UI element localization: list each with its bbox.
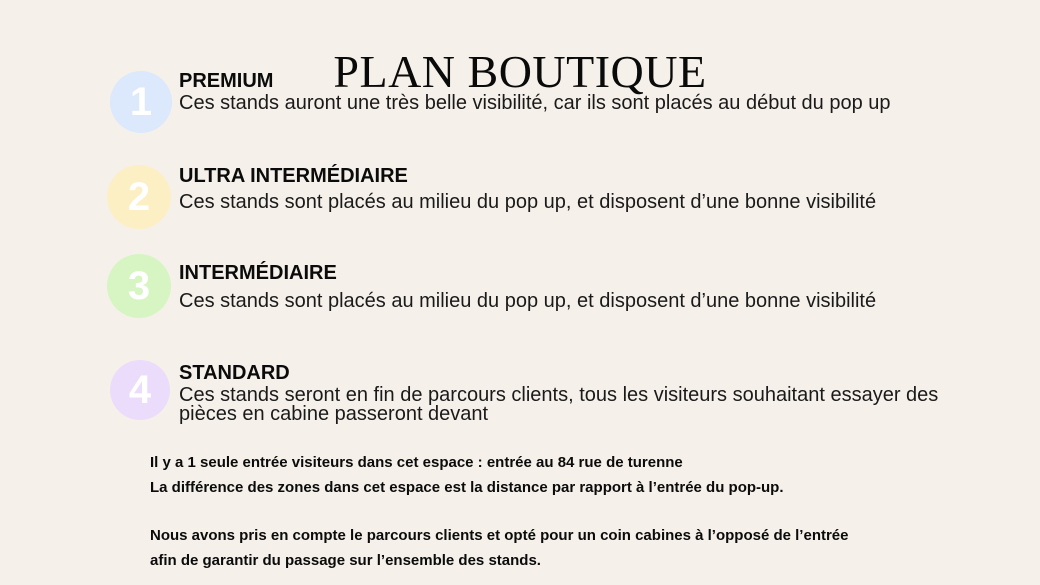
tier-number: 2 xyxy=(127,174,151,219)
tier-description: Ces stands sont placés au milieu du pop up, et disposent d’une bonne visibilité xyxy=(179,290,877,312)
tier-number: 3 xyxy=(127,263,151,308)
tier-number-badge xyxy=(107,254,171,318)
note-spacer xyxy=(150,500,1010,523)
note-line: afin de garantir du passage sur l’ensemble des stands. xyxy=(150,552,541,569)
tier-description: Ces stands seront en fin de parcours clients, tous les visiteurs souhaitant essayer des pièces en cabine passeront devant xyxy=(179,384,939,425)
tier-number-badge xyxy=(107,165,171,229)
tier-heading: INTERMÉDIAIRE xyxy=(179,262,337,284)
tier-number: 1 xyxy=(129,79,153,124)
tier-number-badge xyxy=(110,71,172,133)
tier-number-badge xyxy=(110,360,170,420)
tier-heading: PREMIUM xyxy=(179,70,274,92)
note-line: Il y a 1 seule entrée visiteurs dans cet espace : entrée au 84 rue de turenne xyxy=(150,454,683,471)
tier-heading: STANDARD xyxy=(179,362,290,384)
note-line: Nous avons pris en compte le parcours clients et opté pour un coin cabines à l’opposé de l’entrée xyxy=(150,527,849,544)
tier-heading: ULTRA INTERMÉDIAIRE xyxy=(179,165,408,187)
tier-description: Ces stands auront une très belle visibilité, car ils sont placés au début du pop up xyxy=(179,92,891,114)
page-title: PLAN BOUTIQUE xyxy=(333,45,707,97)
tier-number: 4 xyxy=(128,367,152,412)
notes-block xyxy=(150,450,1010,573)
tier-description: Ces stands sont placés au milieu du pop up, et disposent d’une bonne visibilité xyxy=(179,191,877,213)
note-line: La différence des zones dans cet espace est la distance par rapport à l’entrée du pop-up. xyxy=(150,479,784,496)
